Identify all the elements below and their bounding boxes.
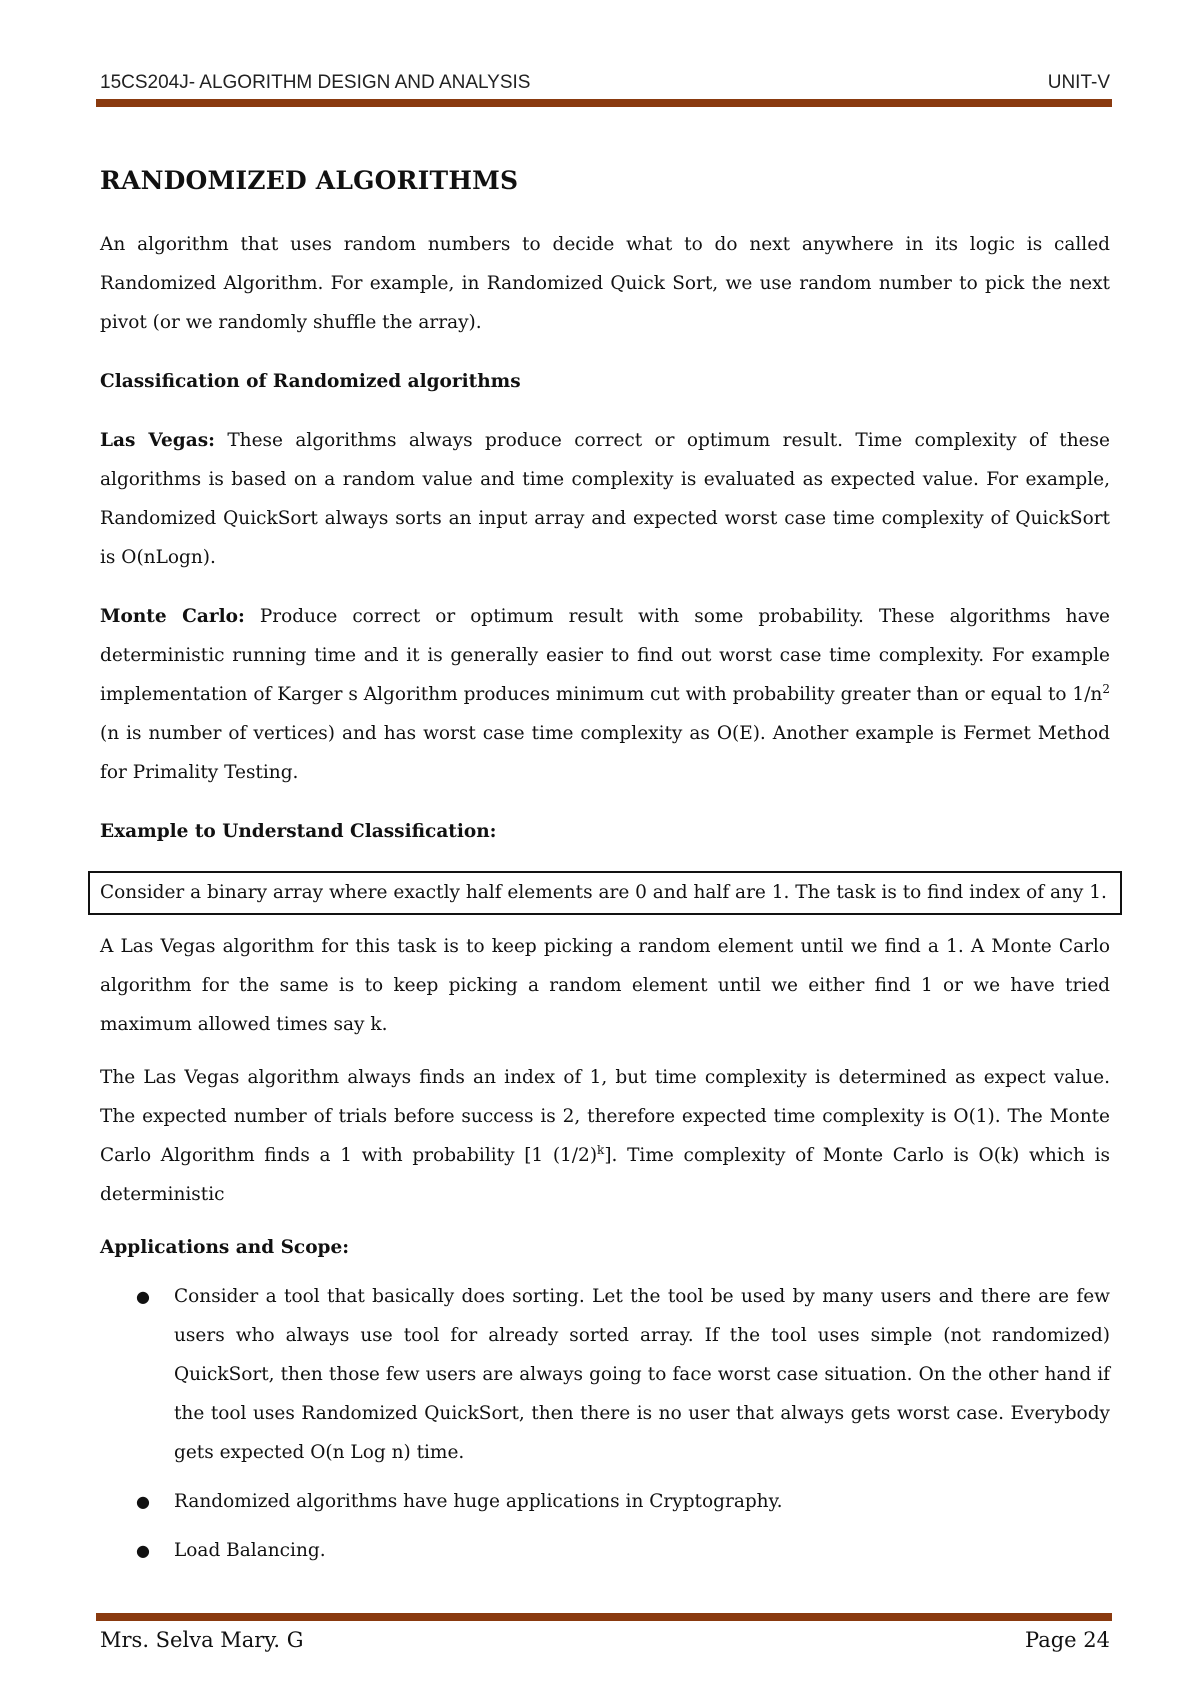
list-item	[136, 1531, 1110, 1570]
list-item-text: Load Balancing.	[174, 1540, 326, 1561]
example-paragraph-2-a: The Las Vegas algorithm always finds an index of 1, but time complexity is determined as expect value. The expected number of trials before success is 2, therefore expected time complexity is O(1). The Monte Carlo Algorithm finds a 1 with probability [1 (1/2)	[100, 1067, 1110, 1166]
unit-label: UNIT-V	[1047, 72, 1110, 93]
applications-list	[100, 1277, 1110, 1570]
intro-paragraph: An algorithm that uses random numbers to decide what to do next anywhere in its logic is called Randomized Algorithm. For example, in Randomized Quick Sort, we use random number to pick the next pivot (or we randomly shuffle the array).	[100, 234, 1110, 333]
example-heading: Example to Understand Classification:	[100, 821, 497, 842]
example-problem-box: Consider a binary array where exactly half elements are 0 and half are 1. The task is to find index of any 1.	[88, 871, 1122, 915]
bullet-icon: ●	[136, 1287, 150, 1306]
monte-carlo-superscript: 2	[1102, 681, 1110, 696]
header-rule	[96, 99, 1112, 107]
list-item-text: Randomized algorithms have huge applications in Cryptography.	[174, 1491, 783, 1512]
applications-heading: Applications and Scope:	[100, 1237, 350, 1258]
las-vegas-text: These algorithms always produce correct or optimum result. Time complexity of these algorithms is based on a random value and time complexity is evaluated as expected value. For example, Randomized QuickSort always sorts an input array and expected worst case time complexity of QuickSort is O(nLogn).	[100, 430, 1110, 568]
example-paragraph-2	[100, 1058, 1110, 1214]
list-item	[136, 1277, 1110, 1472]
monte-carlo-label: Monte Carlo:	[100, 606, 245, 627]
example-paragraph-2-b: ]. Time complexity of Monte Carlo is O(k) which is deterministic	[100, 1145, 1111, 1205]
list-item-text: Consider a tool that basically does sorting. Let the tool be used by many users and there are few users who always use tool for already sorted array. If the tool uses simple (not randomized) QuickSort, then those few users are always going to face worst case situation. On the other hand if the tool uses Randomized QuickSort, then there is no user that always gets worst case. Everybody gets expected O(n Log n) time.	[174, 1286, 1110, 1463]
bullet-icon: ●	[136, 1492, 150, 1511]
classification-heading: Classification of Randomized algorithms	[100, 371, 521, 392]
monte-carlo-text-b: (n is number of vertices) and has worst case time complexity as O(E). Another example is Fermet Method for Primality Testing.	[100, 723, 1110, 783]
las-vegas-label: Las Vegas:	[100, 430, 215, 451]
monte-carlo-paragraph	[100, 597, 1110, 792]
author-name: Mrs. Selva Mary. G	[100, 1628, 304, 1652]
course-title: 15CS204J- ALGORITHM DESIGN AND ANALYSIS	[100, 72, 531, 93]
list-item	[136, 1482, 1110, 1521]
page-footer	[100, 1628, 1110, 1658]
monte-carlo-text-a: Produce correct or optimum result with some probability. These algorithms have deterministic running time and it is generally easier to find out worst case time complexity. For example implementation of Karger s Algorithm produces minimum cut with probability greater than or equal to 1/n	[100, 606, 1111, 705]
example-superscript: k	[597, 1142, 605, 1157]
las-vegas-paragraph	[100, 421, 1110, 577]
example-paragraph-1: A Las Vegas algorithm for this task is to keep picking a random element until we find a 1. A Monte Carlo algorithm for the same is to keep picking a random element until we either find 1 or we have tried maximum allowed times say k.	[100, 936, 1110, 1035]
page-body	[100, 160, 1110, 1580]
footer-rule	[96, 1613, 1112, 1621]
page-number: Page 24	[1025, 1628, 1110, 1652]
page-title: RANDOMIZED ALGORITHMS	[100, 166, 519, 195]
bullet-icon: ●	[136, 1541, 150, 1560]
page-header	[100, 72, 1110, 98]
